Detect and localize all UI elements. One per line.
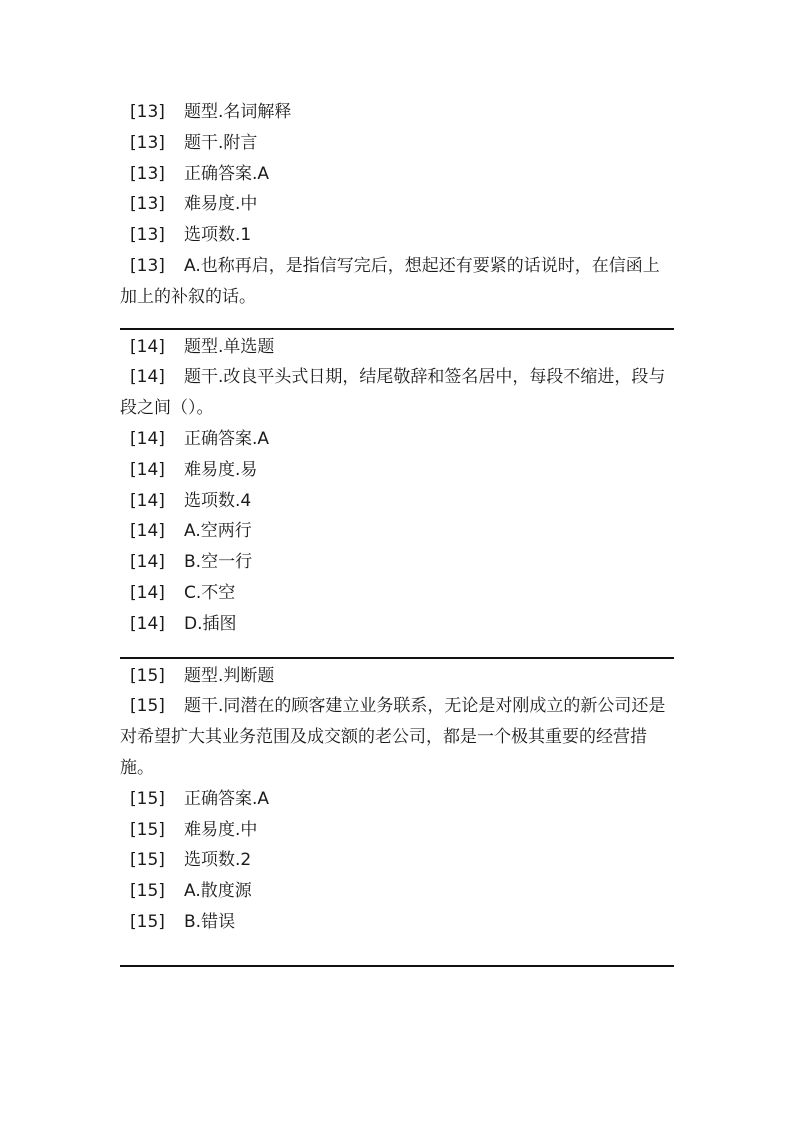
question-number: [14]: [130, 552, 165, 573]
section-divider: [120, 657, 674, 659]
question-line: [120, 128, 674, 159]
question-number: [14]: [130, 459, 165, 480]
question-line: [120, 547, 674, 578]
option-d: D.插图: [184, 613, 237, 634]
correct-answer: 正确答案.A: [184, 428, 270, 449]
question-stem: 题干.同潜在的顾客建立业务联系，无论是对刚成立的新公司还是对希望扩大其业务范围及成交额的老公司，都是一个极其重要的经营措施。: [120, 696, 666, 778]
question-number: [14]: [130, 336, 165, 357]
question-number: [13]: [130, 194, 165, 215]
question-line: [120, 578, 674, 609]
question-line: [120, 876, 674, 907]
question-type: 题型.单选题: [184, 336, 275, 357]
option-c: C.不空: [184, 582, 236, 603]
question-line: [120, 691, 674, 783]
question-number: [14]: [130, 521, 165, 542]
option-b: B.错误: [184, 911, 236, 932]
question-number: [13]: [130, 102, 165, 122]
correct-answer: 正确答案.A: [184, 788, 270, 809]
question-line: [120, 815, 674, 846]
question-number: [15]: [130, 665, 165, 686]
question-line: [120, 362, 674, 424]
option-a: A.散度源: [184, 881, 252, 902]
question-stem: 题干.附言: [184, 132, 258, 153]
question-number: [13]: [130, 132, 165, 153]
option-a: A.也称再启，是指信写完后，想起还有要紧的话说时，在信函上加上的补叙的话。: [120, 255, 660, 307]
question-line: [120, 332, 674, 363]
section-divider: [120, 328, 674, 330]
question-line: [120, 486, 674, 517]
question-number: [15]: [130, 911, 165, 932]
option-count: 选项数.4: [184, 490, 252, 511]
question-number: [15]: [130, 850, 165, 871]
question-number: [13]: [130, 255, 165, 276]
question-number: [15]: [130, 788, 165, 809]
question-number: [14]: [130, 367, 165, 388]
question-number: [15]: [130, 881, 165, 902]
correct-answer: 正确答案.A: [184, 163, 270, 184]
option-a: A.空两行: [184, 521, 252, 542]
question-number: [13]: [130, 163, 165, 184]
question-13: [120, 97, 674, 313]
question-line: [120, 189, 674, 220]
question-line: [120, 159, 674, 190]
question-line: [120, 845, 674, 876]
question-line: [120, 251, 674, 313]
question-type: 题型.名词解释: [184, 102, 292, 122]
question-line: [120, 661, 674, 692]
question-type: 题型.判断题: [184, 665, 275, 686]
document-page: [120, 97, 674, 967]
difficulty: 难易度.中: [184, 819, 258, 840]
question-line: [120, 220, 674, 251]
question-number: [15]: [130, 819, 165, 840]
question-number: [15]: [130, 696, 165, 717]
question-line: [120, 609, 674, 640]
question-line: [120, 516, 674, 547]
question-line: [120, 424, 674, 455]
question-number: [14]: [130, 428, 165, 449]
question-line: [120, 97, 674, 128]
question-line: [120, 907, 674, 938]
option-b: B.空一行: [184, 552, 253, 573]
difficulty: 难易度.中: [184, 194, 258, 215]
question-number: [14]: [130, 490, 165, 511]
option-count: 选项数.1: [184, 225, 252, 246]
question-number: [14]: [130, 582, 165, 603]
question-number: [14]: [130, 613, 165, 634]
section-divider: [120, 965, 674, 967]
question-line: [120, 455, 674, 486]
option-count: 选项数.2: [184, 850, 252, 871]
difficulty: 难易度.易: [184, 459, 258, 480]
question-14: [120, 332, 674, 640]
question-line: [120, 784, 674, 815]
question-number: [13]: [130, 225, 165, 246]
question-15: [120, 661, 674, 938]
question-stem: 题干.改良平头式日期，结尾敬辞和签名居中，每段不缩进，段与段之间（）。: [120, 367, 666, 419]
